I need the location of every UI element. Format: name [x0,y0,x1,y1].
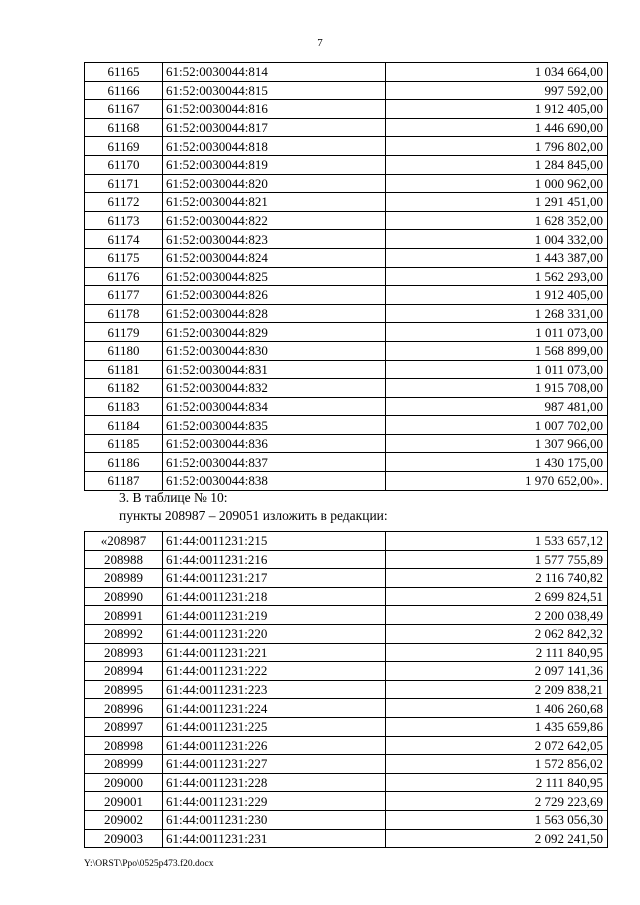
table-row [85,118,608,137]
cadastral-value-cell: 1 000 962,00 [386,174,608,193]
item-number-cell: 61169 [85,137,163,156]
item-number-cell: 61172 [85,193,163,212]
item-number-cell: 61179 [85,323,163,342]
table-row [85,453,608,472]
cadastral-number-cell: 61:52:0030044:823 [163,230,386,249]
table-body [85,63,608,491]
table-row [85,379,608,398]
cadastral-number-cell: 61:44:0011231:215 [163,532,386,551]
item-number-cell: 208994 [85,662,163,681]
cadastral-value-cell: 2 111 840,95 [386,643,608,662]
table-row [85,606,608,625]
item-number-cell: 61175 [85,248,163,267]
page-number: 7 [317,37,323,49]
item-number-cell: 61182 [85,379,163,398]
cadastral-value-cell: 1 577 755,89 [386,550,608,569]
item-number-cell: «208987 [85,532,163,551]
cadastral-value-cell: 2 729 223,69 [386,792,608,811]
item-number-cell: 61171 [85,174,163,193]
cadastral-number-cell: 61:52:0030044:830 [163,341,386,360]
cadastral-number-cell: 61:44:0011231:227 [163,755,386,774]
cadastral-value-cell: 1 007 702,00 [386,416,608,435]
cadastral-number-cell: 61:52:0030044:834 [163,397,386,416]
item-number-cell: 209002 [85,810,163,829]
table-row [85,643,608,662]
table-row [85,137,608,156]
cadastral-value-cell: 1 912 405,00 [386,286,608,305]
cadastral-number-cell: 61:52:0030044:817 [163,118,386,137]
table-row [85,773,608,792]
table-row [85,81,608,100]
cadastral-number-cell: 61:52:0030044:821 [163,193,386,212]
item-number-cell: 61178 [85,304,163,323]
cadastral-value-cell: 2 200 038,49 [386,606,608,625]
cadastral-value-cell: 1 291 451,00 [386,193,608,212]
item-number-cell: 208991 [85,606,163,625]
table-row [85,699,608,718]
table-row [85,230,608,249]
cadastral-value-cell: 1 430 175,00 [386,453,608,472]
cadastral-number-cell: 61:52:0030044:826 [163,286,386,305]
cadastral-value-cell: 2 209 838,21 [386,680,608,699]
item-number-cell: 61166 [85,81,163,100]
cadastral-value-cell: 2 097 141,36 [386,662,608,681]
table-row [85,211,608,230]
table-row [85,792,608,811]
table-body [85,532,608,848]
item-number-cell: 61183 [85,397,163,416]
item-number-cell: 61173 [85,211,163,230]
item-number-cell: 61168 [85,118,163,137]
item-number-cell: 208993 [85,643,163,662]
table-row [85,755,608,774]
item-number-cell: 61177 [85,286,163,305]
item-number-cell: 61181 [85,360,163,379]
cadastral-value-cell: 1 307 966,00 [386,434,608,453]
cadastral-value-cell: 987 481,00 [386,397,608,416]
table-row [85,829,608,848]
table-row [85,286,608,305]
cadastral-value-cell: 1 796 802,00 [386,137,608,156]
cadastral-value-cell: 1 268 331,00 [386,304,608,323]
cadastral-number-cell: 61:44:0011231:229 [163,792,386,811]
cadastral-number-cell: 61:52:0030044:825 [163,267,386,286]
item-number-cell: 61165 [85,63,163,82]
item-number-cell: 61187 [85,472,163,491]
table-row [85,193,608,212]
cadastral-value-cell: 1 004 332,00 [386,230,608,249]
cadastral-value-table-bottom [84,531,608,848]
cadastral-number-cell: 61:44:0011231:216 [163,550,386,569]
cadastral-value-cell: 2 111 840,95 [386,773,608,792]
item-number-cell: 208988 [85,550,163,569]
cadastral-number-cell: 61:44:0011231:226 [163,736,386,755]
table-row [85,550,608,569]
cadastral-number-cell: 61:52:0030044:822 [163,211,386,230]
table-row [85,587,608,606]
item-number-cell: 61176 [85,267,163,286]
cadastral-value-table-top [84,62,608,491]
cadastral-number-cell: 61:52:0030044:838 [163,472,386,491]
paragraph-items-edit: пункты 208987 – 209051 изложить в редакции: [119,508,388,523]
cadastral-number-cell: 61:52:0030044:835 [163,416,386,435]
cadastral-value-cell: 1 628 352,00 [386,211,608,230]
cadastral-value-cell: 1 406 260,68 [386,699,608,718]
cadastral-number-cell: 61:52:0030044:824 [163,248,386,267]
cadastral-number-cell: 61:52:0030044:828 [163,304,386,323]
table-row [85,360,608,379]
cadastral-number-cell: 61:52:0030044:816 [163,100,386,119]
item-number-cell: 61170 [85,155,163,174]
cadastral-value-cell: 2 092 241,50 [386,829,608,848]
table-row [85,304,608,323]
cadastral-value-cell: 1 533 657,12 [386,532,608,551]
cadastral-number-cell: 61:44:0011231:230 [163,810,386,829]
table-row [85,569,608,588]
item-number-cell: 61180 [85,341,163,360]
table-row [85,736,608,755]
cadastral-number-cell: 61:52:0030044:831 [163,360,386,379]
cadastral-value-cell: 1 435 659,86 [386,717,608,736]
item-number-cell: 61185 [85,434,163,453]
cadastral-value-cell: 1 915 708,00 [386,379,608,398]
file-path-footer: Y:\ORST\Ppo\0525p473.f20.docx [84,859,214,869]
cadastral-number-cell: 61:52:0030044:818 [163,137,386,156]
cadastral-value-cell: 1 970 652,00». [386,472,608,491]
cadastral-number-cell: 61:52:0030044:836 [163,434,386,453]
cadastral-value-cell: 2 072 642,05 [386,736,608,755]
item-number-cell: 61184 [85,416,163,435]
cadastral-value-cell: 1 011 073,00 [386,323,608,342]
cadastral-value-cell: 2 116 740,82 [386,569,608,588]
table-row [85,810,608,829]
cadastral-value-cell: 1 912 405,00 [386,100,608,119]
cadastral-number-cell: 61:44:0011231:223 [163,680,386,699]
table-row [85,397,608,416]
table-row [85,662,608,681]
item-number-cell: 208996 [85,699,163,718]
item-number-cell: 208990 [85,587,163,606]
cadastral-number-cell: 61:52:0030044:820 [163,174,386,193]
cadastral-number-cell: 61:44:0011231:228 [163,773,386,792]
table-row [85,532,608,551]
cadastral-number-cell: 61:52:0030044:829 [163,323,386,342]
cadastral-number-cell: 61:44:0011231:218 [163,587,386,606]
cadastral-number-cell: 61:44:0011231:219 [163,606,386,625]
cadastral-number-cell: 61:44:0011231:220 [163,624,386,643]
cadastral-number-cell: 61:52:0030044:815 [163,81,386,100]
item-number-cell: 61167 [85,100,163,119]
cadastral-number-cell: 61:44:0011231:221 [163,643,386,662]
cadastral-number-cell: 61:44:0011231:225 [163,717,386,736]
table-row [85,248,608,267]
cadastral-value-cell: 2 699 824,51 [386,587,608,606]
item-number-cell: 61174 [85,230,163,249]
cadastral-value-cell: 1 446 690,00 [386,118,608,137]
cadastral-number-cell: 61:52:0030044:819 [163,155,386,174]
table-row [85,680,608,699]
table-row [85,416,608,435]
cadastral-value-cell: 1 568 899,00 [386,341,608,360]
cadastral-value-cell: 1 562 293,00 [386,267,608,286]
cadastral-number-cell: 61:44:0011231:224 [163,699,386,718]
item-number-cell: 208998 [85,736,163,755]
cadastral-value-cell: 1 572 856,02 [386,755,608,774]
table-row [85,472,608,491]
item-number-cell: 209003 [85,829,163,848]
table-row [85,341,608,360]
cadastral-value-cell: 1 284 845,00 [386,155,608,174]
cadastral-number-cell: 61:52:0030044:832 [163,379,386,398]
table-row [85,267,608,286]
item-number-cell: 209000 [85,773,163,792]
table-row [85,624,608,643]
cadastral-number-cell: 61:52:0030044:814 [163,63,386,82]
cadastral-value-cell: 997 592,00 [386,81,608,100]
table-row [85,63,608,82]
item-number-cell: 208999 [85,755,163,774]
table-row [85,155,608,174]
item-number-cell: 61186 [85,453,163,472]
cadastral-value-cell: 1 011 073,00 [386,360,608,379]
cadastral-value-cell: 1 443 387,00 [386,248,608,267]
table-row [85,323,608,342]
cadastral-number-cell: 61:52:0030044:837 [163,453,386,472]
cadastral-number-cell: 61:44:0011231:222 [163,662,386,681]
item-number-cell: 209001 [85,792,163,811]
item-number-cell: 208992 [85,624,163,643]
item-number-cell: 208997 [85,717,163,736]
table-row [85,717,608,736]
cadastral-number-cell: 61:44:0011231:231 [163,829,386,848]
cadastral-value-cell: 1 563 056,30 [386,810,608,829]
cadastral-value-cell: 1 034 664,00 [386,63,608,82]
table-row [85,174,608,193]
table-row [85,434,608,453]
cadastral-value-cell: 2 062 842,32 [386,624,608,643]
paragraph-table-10: 3. В таблице № 10: [119,490,228,505]
item-number-cell: 208989 [85,569,163,588]
table-row [85,100,608,119]
cadastral-number-cell: 61:44:0011231:217 [163,569,386,588]
item-number-cell: 208995 [85,680,163,699]
